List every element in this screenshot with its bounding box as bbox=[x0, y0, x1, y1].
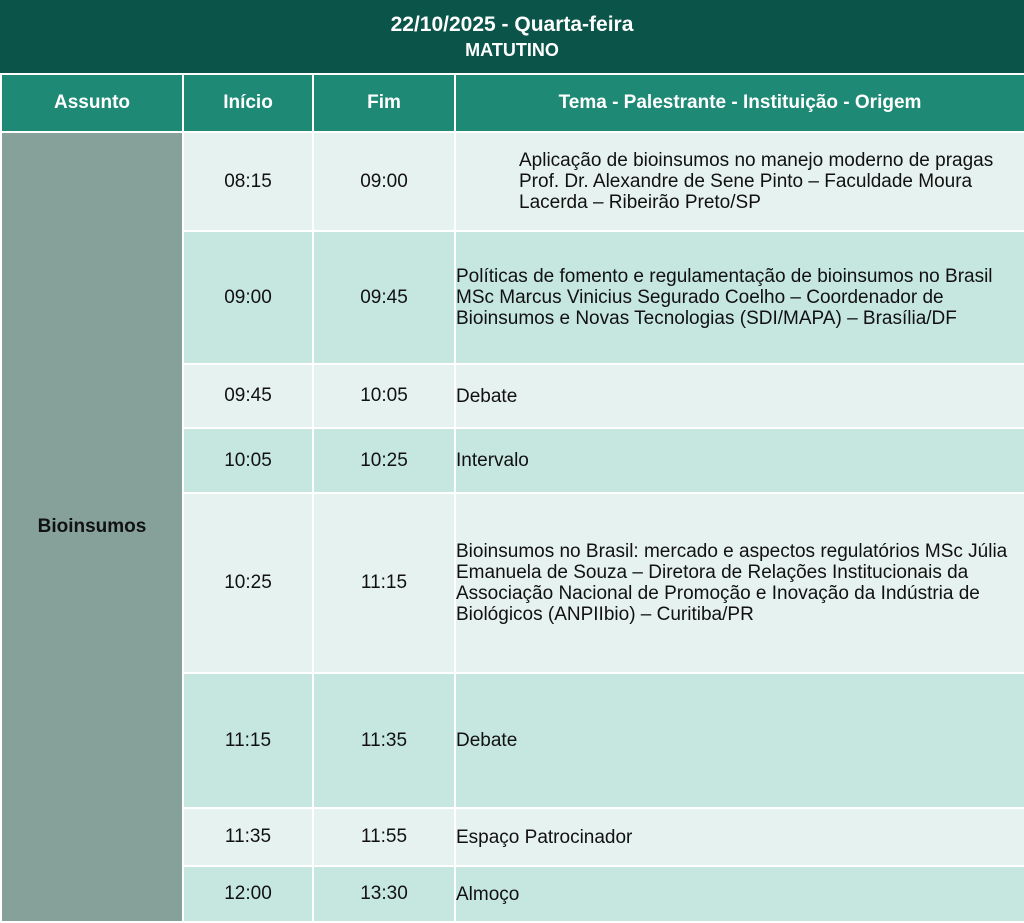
topic-cell bbox=[455, 673, 1024, 808]
end-time: 11:15 bbox=[313, 493, 455, 673]
topic-text: Bioinsumos no Brasil: mercado e aspectos regulatórios MSc Júlia Emanuela de Souza – Diretora de Relações Institucionais da Associação Nacional de Promoção e Inovação da Indústria de Biológicos (ANPIIbio) – Curitiba/PR bbox=[456, 541, 1008, 625]
topic-text: Almoço bbox=[456, 883, 520, 905]
period-title: MATUTINO bbox=[465, 39, 559, 60]
end-time: 13:30 bbox=[313, 866, 455, 922]
column-header-subject: Assunto bbox=[1, 74, 183, 132]
topic-text: Debate bbox=[456, 730, 518, 751]
header-row bbox=[1, 74, 1024, 132]
topic-cell bbox=[455, 428, 1024, 493]
column-header-end: Fim bbox=[313, 74, 455, 132]
topic-cell bbox=[455, 493, 1024, 673]
table-row bbox=[1, 132, 1024, 231]
topic-cell bbox=[455, 364, 1024, 428]
start-time: 10:05 bbox=[183, 428, 313, 493]
column-header-topic: Tema - Palestrante - Instituição - Origem bbox=[455, 74, 1024, 132]
start-time: 12:00 bbox=[183, 866, 313, 922]
end-time: 11:55 bbox=[313, 808, 455, 866]
topic-cell bbox=[455, 866, 1024, 922]
schedule-header bbox=[0, 0, 1024, 73]
topic-text: Aplicação de bioinsumos no manejo moderno de pragas Prof. Dr. Alexandre de Sene Pinto – Faculdade Moura Lacerda – Ribeirão Preto/SP bbox=[519, 150, 994, 213]
schedule-table bbox=[0, 73, 1024, 923]
topic-text: Debate bbox=[456, 385, 518, 407]
topic-text: Espaço Patrocinador bbox=[456, 826, 633, 848]
topic-cell bbox=[455, 808, 1024, 866]
topic-text: Políticas de fomento e regulamentação de bioinsumos no Brasil MSc Marcus Vinicius Segurado Coelho – Coordenador de Bioinsumos e Novas Tecnologias (SDI/MAPA) – Brasília/DF bbox=[456, 266, 993, 329]
end-time: 11:35 bbox=[313, 673, 455, 808]
end-time: 09:00 bbox=[313, 132, 455, 231]
date-title: 22/10/2025 - Quarta-feira bbox=[390, 12, 634, 36]
topic-cell bbox=[455, 132, 1024, 231]
topic-text: Intervalo bbox=[456, 450, 529, 471]
start-time: 09:00 bbox=[183, 231, 313, 364]
topic-cell bbox=[455, 231, 1024, 364]
end-time: 10:25 bbox=[313, 428, 455, 493]
start-time: 11:15 bbox=[183, 673, 313, 808]
start-time: 10:25 bbox=[183, 493, 313, 673]
end-time: 09:45 bbox=[313, 231, 455, 364]
subject-cell: Bioinsumos bbox=[1, 132, 183, 922]
column-header-start: Início bbox=[183, 74, 313, 132]
start-time: 11:35 bbox=[183, 808, 313, 866]
end-time: 10:05 bbox=[313, 364, 455, 428]
start-time: 09:45 bbox=[183, 364, 313, 428]
start-time: 08:15 bbox=[183, 132, 313, 231]
